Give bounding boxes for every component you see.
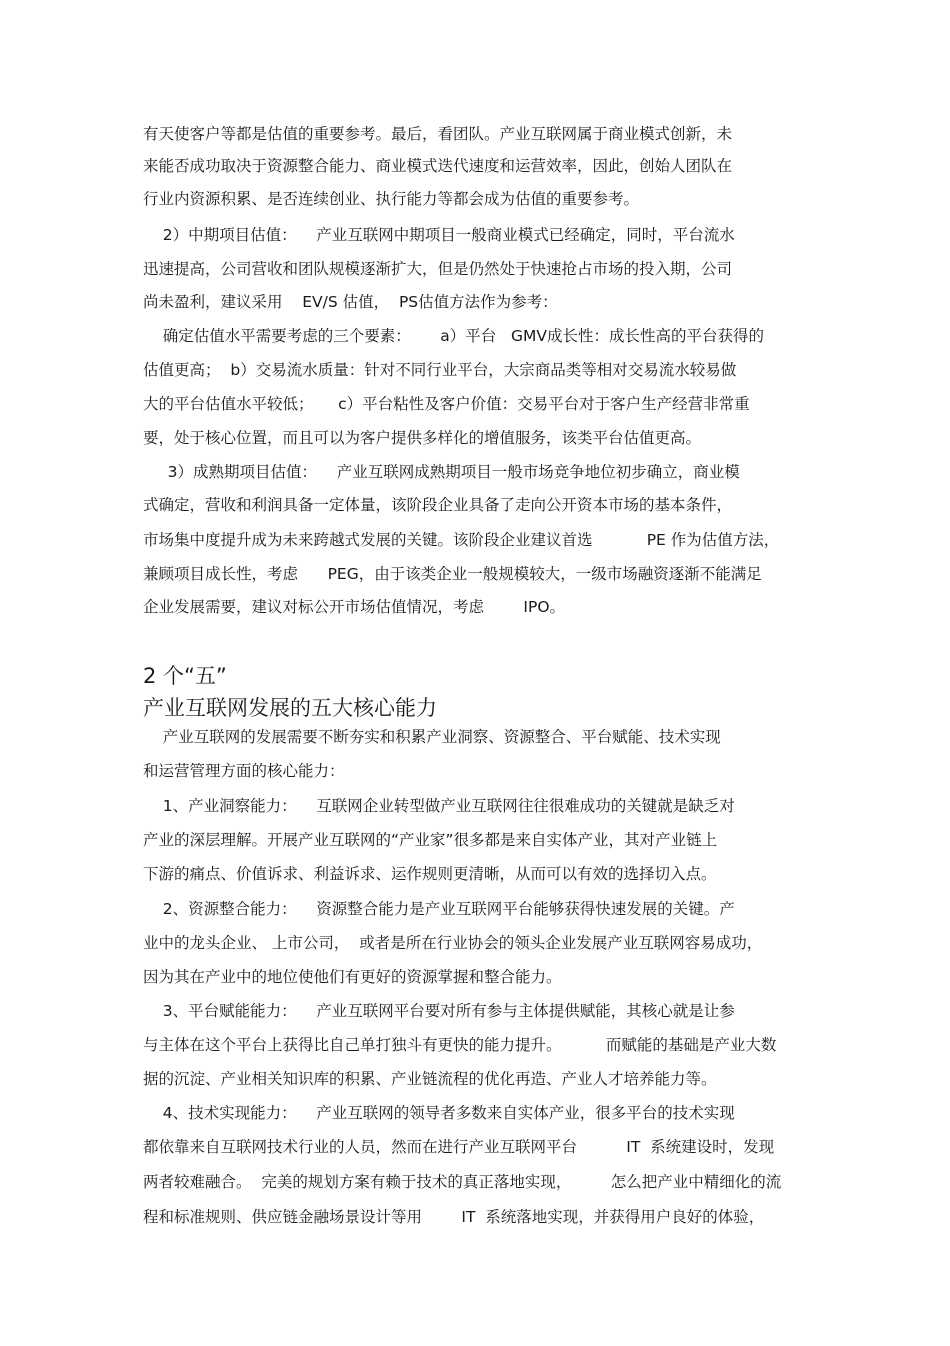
text-line: 行业内资源积累、是否连续创业、执行能力等都会成为估值的重要参考。 bbox=[143, 190, 640, 208]
text-line: 有天使客户等都是估值的重要参考。最后，看团队。产业互联网属于商业模式创新，未 bbox=[143, 125, 733, 143]
text-line: 尚未盈利，建议采用 EV/S 估值， PS估值方法作为参考： bbox=[143, 293, 558, 311]
text-line: 与主体在这个平台上获得比自己单打独斗有更快的能力提升。 而赋能的基础是产业大数 bbox=[143, 1036, 777, 1054]
text-line: 式确定，营收和利润具备一定体量，该阶段企业具备了走向公开资本市场的基本条件， bbox=[143, 496, 733, 514]
text-line: 市场集中度提升成为未来跨越式发展的关键。该阶段企业建议首选 PE 作为估值方法， bbox=[143, 531, 780, 549]
text-line: 2、资源整合能力： 资源整合能力是产业互联网平台能够获得快速发展的关键。产 bbox=[143, 900, 735, 918]
text-line: 都依靠来自互联网技术行业的人员，然而在进行产业互联网平台 IT 系统建设时，发现 bbox=[143, 1138, 775, 1156]
text-line: 业中的龙头企业、 上市公司， 或者是所在行业协会的领头企业发展产业互联网容易成功， bbox=[143, 934, 763, 952]
text-line: 下游的痛点、价值诉求、利益诉求、运作规则更清晰，从而可以有效的选择切入点。 bbox=[143, 865, 717, 883]
text-line: 2）中期项目估值： 产业互联网中期项目一般商业模式已经确定，同时，平台流水 bbox=[143, 226, 735, 244]
text-line: 程和标准规则、供应链金融场景设计等用 IT 系统落地实现，并获得用户良好的体验， bbox=[143, 1208, 765, 1226]
text-line: 3）成熟期项目估值： 产业互联网成熟期项目一般市场竞争地位初步确立，商业模 bbox=[143, 463, 740, 481]
text-line: 产业互联网的发展需要不断夯实和积累产业洞察、资源整合、平台赋能、技术实现 bbox=[143, 728, 721, 746]
text-line: 来能否成功取决于资源整合能力、商业模式迭代速度和运营效率，因此，创始人团队在 bbox=[143, 157, 733, 175]
text-line: 4、技术实现能力： 产业互联网的领导者多数来自实体产业，很多平台的技术实现 bbox=[143, 1104, 735, 1122]
text-line: 确定估值水平需要考虑的三个要素： a）平台 GMV成长性：成长性高的平台获得的 bbox=[143, 327, 765, 345]
section-heading-title: 产业互联网发展的五大核心能力 bbox=[143, 696, 437, 720]
text-line: 估值更高； b）交易流水质量：针对不同行业平台，大宗商品类等相对交易流水较易做 bbox=[143, 361, 737, 379]
text-line: 两者较难融合。 完美的规划方案有赖于技术的真正落地实现， 怎么把产业中精细化的流 bbox=[143, 1173, 782, 1191]
text-line: 1、产业洞察能力： 互联网企业转型做产业互联网往往很难成功的关键就是缺乏对 bbox=[143, 797, 735, 815]
text-line: 产业的深层理解。开展产业互联网的“产业家”很多都是来自实体产业，其对产业链上 bbox=[143, 831, 718, 849]
text-line: 要，处于核心位置，而且可以为客户提供多样化的增值服务，该类平台估值更高。 bbox=[143, 429, 702, 447]
section-heading-number: 2 个“五” bbox=[143, 664, 227, 688]
text-line: 迅速提高，公司营收和团队规模逐渐扩大，但是仍然处于快速抢占市场的投入期，公司 bbox=[143, 260, 733, 278]
text-line: 企业发展需要，建议对标公开市场估值情况，考虑 IPO。 bbox=[143, 598, 566, 616]
text-line: 据的沉淀、产业相关知识库的积累、产业链流程的优化再造、产业人才培养能力等。 bbox=[143, 1070, 717, 1088]
text-line: 大的平台估值水平较低； c）平台粘性及客户价值：交易平台对于客户生产经营非常重 bbox=[143, 395, 750, 413]
text-line: 因为其在产业中的地位使他们有更好的资源掌握和整合能力。 bbox=[143, 968, 562, 986]
text-line: 和运营管理方面的核心能力： bbox=[143, 762, 345, 780]
text-line: 兼顾项目成长性，考虑 PEG，由于该类企业一般规模较大，一级市场融资逐渐不能满足 bbox=[143, 565, 762, 583]
text-line: 3、平台赋能能力： 产业互联网平台要对所有参与主体提供赋能，其核心就是让参 bbox=[143, 1002, 735, 1020]
